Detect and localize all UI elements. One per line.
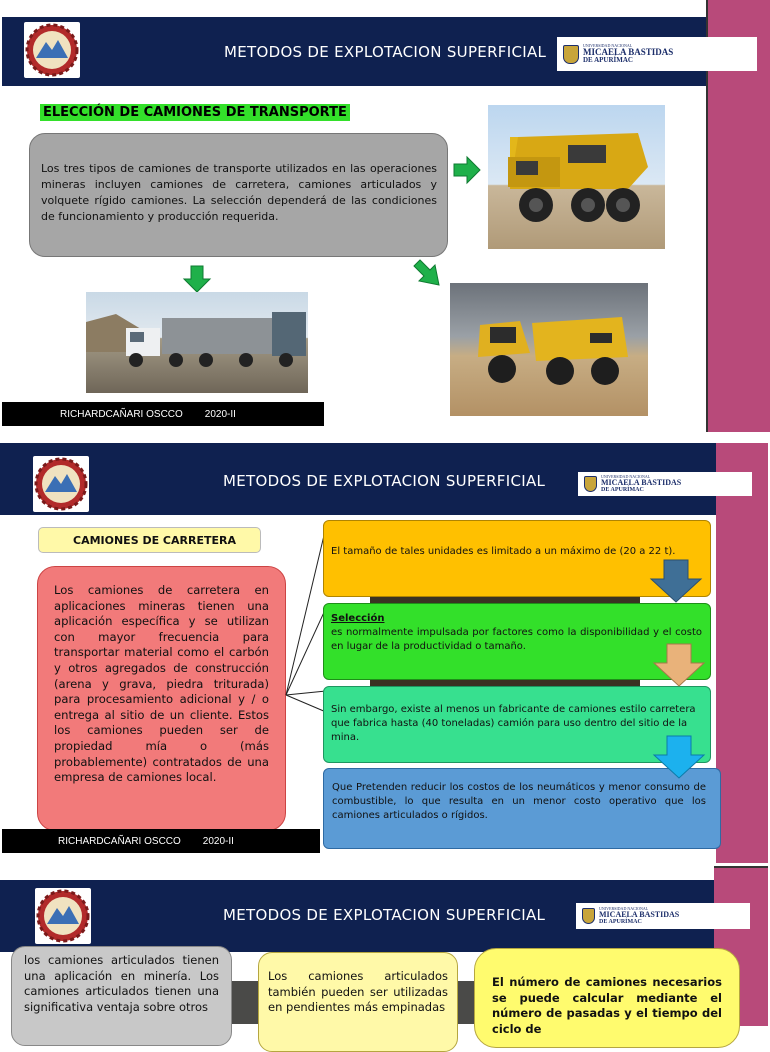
- institution-logo: [24, 22, 80, 78]
- articulated-truck-photo: [450, 283, 648, 416]
- down-arrow-icon: [653, 643, 705, 687]
- university-line3: DE APURÍMAC: [599, 919, 642, 925]
- header-title: METODOS DE EXPLOTACION SUPERFICIAL: [224, 43, 547, 61]
- right-arrow-icon: [453, 156, 481, 184]
- university-shield-icon: [563, 45, 579, 64]
- gear-logo-icon: [35, 888, 91, 944]
- slide-2: [0, 443, 768, 863]
- header-title: METODOS DE EXPLOTACION SUPERFICIAL: [223, 472, 546, 490]
- section-title: ELECCIÓN DE CAMIONES DE TRANSPORTE: [40, 104, 350, 121]
- institution-logo: [35, 888, 91, 944]
- side-accent-bar: [716, 443, 768, 863]
- university-line2: MICAELA BASTIDAS: [583, 47, 674, 57]
- university-line3: DE APURÍMAC: [583, 56, 633, 64]
- info-box-manufacturer: Sin embargo, existe al menos un fabricante de camiones estilo carretera que fabrica hasta (40 toneladas) camión para uso dentro del sitio de la mina.: [323, 686, 711, 763]
- university-logo: [576, 903, 750, 929]
- university-line3: DE APURÍMAC: [601, 487, 644, 493]
- university-line1: UNIVERSIDAD NACIONAL: [599, 906, 649, 911]
- header-title: METODOS DE EXPLOTACION SUPERFICIAL: [223, 906, 546, 924]
- slide-header: [0, 443, 716, 515]
- diagonal-arrow-icon: [412, 258, 442, 288]
- institution-logo: [33, 456, 89, 512]
- slide-footer: [2, 829, 320, 853]
- slide-footer: [2, 402, 324, 426]
- articulated-intro-box: los camiones articulados tienen una aplicación en minería. Los camiones articulados tienen una significativa ventaja sobre otros: [11, 946, 232, 1046]
- selection-title: Selección: [331, 613, 385, 624]
- down-arrow-icon: [650, 559, 702, 603]
- slide-3: [0, 866, 768, 1036]
- truck-count-box: El número de camiones necesarios se puede calcular mediante el número de pasadas y el tiempo del ciclo de: [474, 948, 740, 1048]
- university-line1: UNIVERSIDAD NACIONAL: [601, 474, 651, 479]
- main-text-box: Los camiones de carretera en aplicaciones mineras tienen una aplicación específica y se utilizan con mayor frecuencia para transportar material como el carbón y otros agregados de construcción (arena y grava, piedra triturada) para procesamiento adicional y / o entrega al sitio de un cliente. Estos los camiones pueden ser de propiedad mía o (más probablemente) contratados de una empresa de camiones local.: [37, 566, 286, 831]
- rigid-truck-photo: [488, 105, 665, 249]
- footer-term: 2020-II: [202, 835, 234, 847]
- section-title: CAMIONES DE CARRETERA: [38, 527, 261, 553]
- university-shield-icon: [584, 476, 597, 492]
- university-shield-icon: [582, 908, 595, 924]
- university-line1: UNIVERSIDAD NACIONAL: [583, 43, 633, 48]
- footer-author: RICHARDCAÑARI OSCCO: [58, 835, 181, 847]
- university-logo: [557, 37, 757, 71]
- articulated-slope-box: Los camiones articulados también pueden ser utilizadas en pendientes más empinadas: [258, 952, 458, 1052]
- down-arrow-icon: [653, 735, 705, 779]
- connector-lines: [286, 523, 328, 713]
- university-line2: MICAELA BASTIDAS: [601, 478, 682, 487]
- selection-text: es normalmente impulsada por factores como la disponibilidad y el costo en lugar de la productividad o tamaño.: [331, 627, 702, 652]
- university-line2: MICAELA BASTIDAS: [599, 910, 680, 919]
- gear-logo-icon: [33, 456, 89, 512]
- university-logo: [578, 472, 752, 496]
- info-box-costs: Que Pretenden reducir los costos de los neumáticos y menor consumo de combustible, lo que resulta en un menor costo operativo que los camiones articulados o rígidos.: [323, 768, 721, 849]
- info-box-size: El tamaño de tales unidades es limitado a un máximo de (20 a 22 t).: [323, 520, 711, 597]
- intro-text-box: Los tres tipos de camiones de transporte utilizados en las operaciones mineras incluyen camiones de carretera, camiones articulados y volquete rígido camiones. La selección dependerá de las condiciones de funcionamiento y producción requerida.: [29, 133, 448, 257]
- footer-author: RICHARDCAÑARI OSCCO: [60, 408, 183, 420]
- slide-header: [2, 17, 706, 86]
- gear-logo-icon: [24, 22, 80, 78]
- slide-1: [0, 0, 768, 432]
- slide-header: [0, 880, 714, 952]
- down-arrow-icon: [183, 265, 211, 293]
- highway-truck-photo: [86, 292, 308, 393]
- footer-term: 2020-II: [204, 408, 236, 420]
